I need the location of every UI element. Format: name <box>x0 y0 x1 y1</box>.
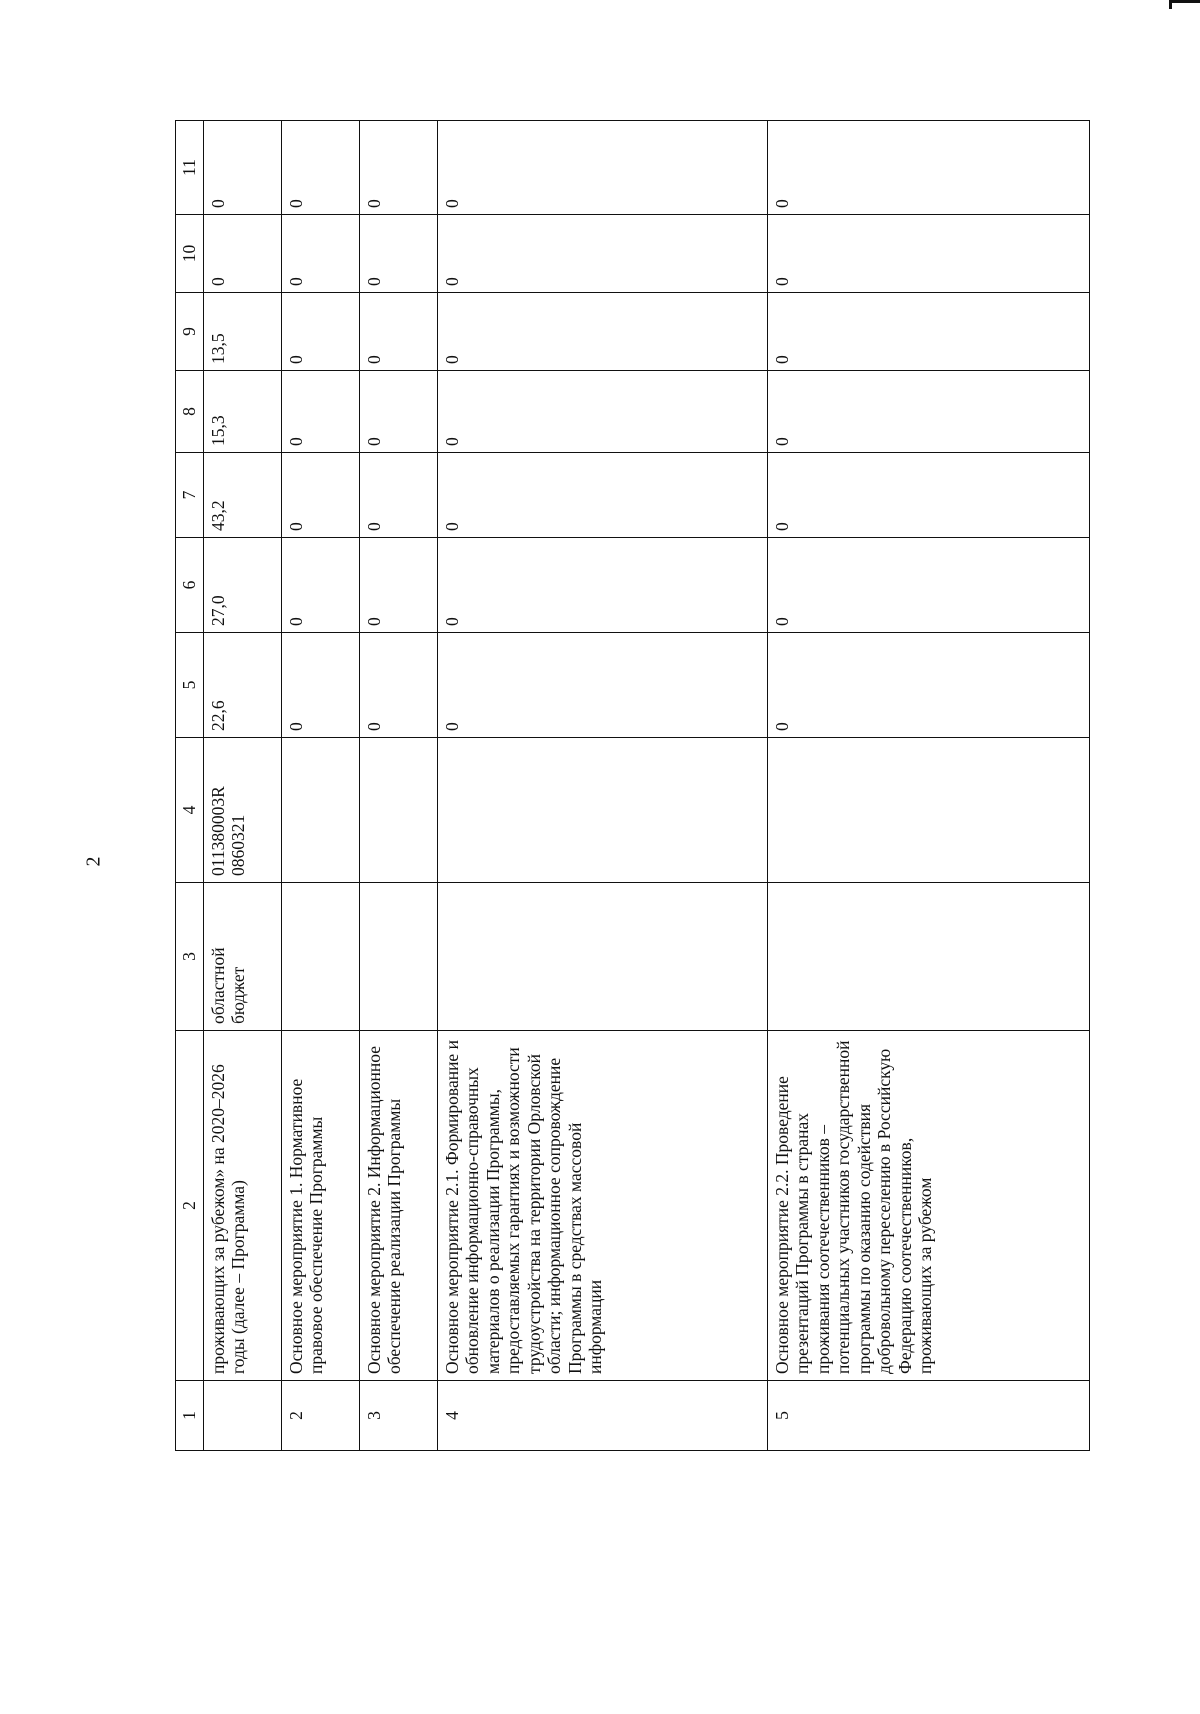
value-col10: 0 <box>438 215 768 293</box>
value-col10: 0 <box>768 215 1090 293</box>
header-cell-5: 5 <box>176 633 204 738</box>
value-col5: 0 <box>282 633 360 738</box>
header-cell-3: 3 <box>176 883 204 1031</box>
table-row <box>768 121 1090 1451</box>
value-col6: 27,0 <box>204 538 282 633</box>
measure-cell: проживающих за рубежом» на 2020–2026 годы (далее – Программа) <box>204 1031 282 1381</box>
measure-cell: Основное мероприятие 1. Нормативное правовое обеспечение Программы <box>282 1031 360 1381</box>
value-col8: 0 <box>438 371 768 453</box>
value-col7: 0 <box>360 453 438 538</box>
row-number: 4 <box>438 1381 768 1451</box>
row-number: 3 <box>360 1381 438 1451</box>
rotated-table-container <box>175 121 1090 1451</box>
funding-source-cell: областной бюджет <box>204 883 282 1031</box>
value-col8: 0 <box>282 371 360 453</box>
value-col11: 0 <box>438 121 768 215</box>
table-row <box>438 121 768 1451</box>
value-col8: 0 <box>360 371 438 453</box>
value-col6: 0 <box>360 538 438 633</box>
budget-code-cell <box>768 738 1090 883</box>
value-col10: 0 <box>360 215 438 293</box>
value-col10: 0 <box>204 215 282 293</box>
value-col11: 0 <box>282 121 360 215</box>
corner-mark <box>1169 0 1200 9</box>
header-row <box>176 121 204 1451</box>
budget-table <box>175 120 1090 1451</box>
budget-code-cell <box>282 738 360 883</box>
value-col7: 43,2 <box>204 453 282 538</box>
funding-source-cell <box>768 883 1090 1031</box>
page-number: 2 <box>82 856 105 867</box>
value-col6: 0 <box>282 538 360 633</box>
row-number <box>204 1381 282 1451</box>
budget-code-cell <box>360 738 438 883</box>
funding-source-cell <box>438 883 768 1031</box>
value-col10: 0 <box>282 215 360 293</box>
value-col6: 0 <box>438 538 768 633</box>
value-col11: 0 <box>768 121 1090 215</box>
header-cell-9: 9 <box>176 293 204 371</box>
measure-cell: Основное мероприятие 2. Информационное обеспечение реализации Программы <box>360 1031 438 1381</box>
header-cell-2: 2 <box>176 1031 204 1381</box>
header-cell-11: 11 <box>176 121 204 215</box>
value-col9: 0 <box>438 293 768 371</box>
value-col8: 0 <box>768 371 1090 453</box>
funding-source-cell <box>360 883 438 1031</box>
header-cell-4: 4 <box>176 738 204 883</box>
value-col5: 0 <box>768 633 1090 738</box>
table-row <box>360 121 438 1451</box>
header-cell-6: 6 <box>176 538 204 633</box>
value-col7: 0 <box>282 453 360 538</box>
value-col5: 0 <box>438 633 768 738</box>
row-number: 5 <box>768 1381 1090 1451</box>
value-col7: 0 <box>438 453 768 538</box>
header-cell-1: 1 <box>176 1381 204 1451</box>
measure-cell: Основное мероприятие 2.1. Формирование и обновление информационно-справочных материалов о реализации Программы, предоставляемых гарантиях и возможности трудоустройства на территории Орловской области; информационное сопровождение Программы в средствах массовой информации <box>438 1031 768 1381</box>
value-col9: 0 <box>768 293 1090 371</box>
value-col9: 0 <box>360 293 438 371</box>
table-row <box>204 121 282 1451</box>
value-col11: 0 <box>204 121 282 215</box>
budget-code-cell <box>438 738 768 883</box>
funding-source-cell <box>282 883 360 1031</box>
table-row <box>282 121 360 1451</box>
value-col9: 13,5 <box>204 293 282 371</box>
value-col6: 0 <box>768 538 1090 633</box>
value-col9: 0 <box>282 293 360 371</box>
row-number: 2 <box>282 1381 360 1451</box>
header-cell-10: 10 <box>176 215 204 293</box>
value-col7: 0 <box>768 453 1090 538</box>
budget-code-cell: 011380003R 0860321 <box>204 738 282 883</box>
value-col5: 0 <box>360 633 438 738</box>
header-cell-8: 8 <box>176 371 204 453</box>
value-col11: 0 <box>360 121 438 215</box>
value-col8: 15,3 <box>204 371 282 453</box>
header-cell-7: 7 <box>176 453 204 538</box>
measure-cell: Основное мероприятие 2.2. Проведение презентаций Программы в странах проживания соотечественников – потенциальных участников государственной программы по оказанию содействия добровольному переселению в Российскую Федерацию соотечественников, проживающих за рубежом <box>768 1031 1090 1381</box>
value-col5: 22,6 <box>204 633 282 738</box>
